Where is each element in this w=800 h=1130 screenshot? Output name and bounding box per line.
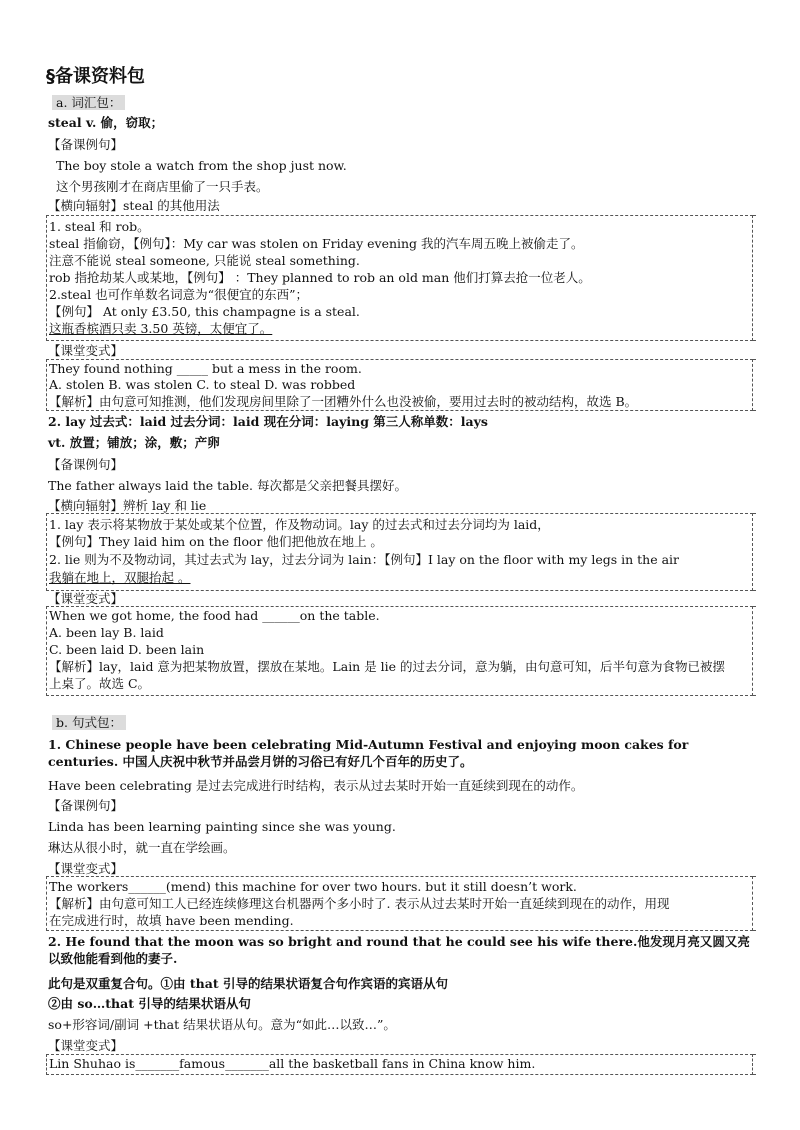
practice-line: Lin Shuhao is_______famous_______all the basketball fans in China know him. [49, 1056, 536, 1071]
lay-practice-tag: 【课堂变式】 [48, 591, 124, 606]
sentence-1-example-zh: 琳达从很小时，就一直在学绘画。 [48, 840, 236, 855]
steal-example-zh: 这个男孩刚才在商店里偷了一只手表。 [56, 179, 269, 194]
lay-lie-box [46, 513, 753, 591]
lay-practice-box [46, 606, 753, 696]
practice-line: 【解析】由句意可知推测，他们发现房间里除了一团糟外什么也没被偷，要用过去时的被动结构，故选 B。 [49, 394, 638, 409]
sentence-2-point-2: ②由 so…that 引导的结果状语从句 [48, 996, 251, 1011]
practice-line: 上桌了。故选 C。 [49, 676, 151, 691]
steal-usage-box [46, 215, 753, 341]
practice-line: A. stolen B. was stolen C. to steal D. was robbed [49, 377, 356, 392]
lay-example-tag: 【备课例句】 [48, 457, 124, 472]
sentence-2-practice-tag: 【课堂变式】 [48, 1038, 124, 1053]
steal-example-en: The boy stole a watch from the shop just now. [56, 158, 347, 173]
box-line: 1. steal 和 rob。 [49, 219, 150, 234]
steal-radiation-tag: 【横向辐射】steal 的其他用法 [48, 198, 220, 213]
lay-radiation-tag: 【横向辐射】辨析 lay 和 lie [48, 498, 207, 513]
practice-line: 【解析】由句意可知工人已经连续修理这台机器两个多小时了. 表示从过去某时开始一直延续到现在的动作，用现 [49, 896, 670, 911]
sentence-1-practice-tag: 【课堂变式】 [48, 861, 124, 876]
lay-headword: 2. lay 过去式：laid 过去分词：laid 现在分词：laying 第三人称单数：lays [48, 414, 488, 429]
box-line: 【例句】 At only £3.50, this champagne is a steal. [49, 304, 360, 319]
box-line: 注意不能说 steal someone, 只能说 steal something. [49, 253, 360, 268]
steal-headword: steal v. 偷，窃取； [48, 115, 164, 130]
sentence-2-point-1: 此句是双重复合句。①由 that 引导的结果状语复合句作宾语的宾语从句 [48, 976, 448, 991]
lay-meaning: vt. 放置；铺放；涂，敷；产卵 [48, 435, 220, 450]
sentence-2-practice-box [46, 1054, 753, 1075]
practice-line: C. been laid D. been lain [49, 642, 205, 657]
box-line: 【例句】They laid him on the floor 他们把他放在地上 。 [49, 534, 383, 549]
sentence-1-example-en: Linda has been learning painting since she was young. [48, 819, 396, 834]
sentence-1-practice-box [46, 876, 753, 931]
box-line: 这瓶香槟酒只卖 3.50 英镑，太便宜了。 [49, 321, 273, 336]
sentence-1: 1. Chinese people have been celebrating Mid-Autumn Festival and enjoying moon cakes for centuries. 中国人庆祝中秋节并品尝月饼的习俗已有好几个百年的历史了。 [48, 737, 689, 769]
box-line: rob 指抢劫某人或某地，【例句】 ：They planned to rob an old man 他们打算去抢一位老人。 [49, 270, 591, 285]
page-title: §备课资料包 [46, 66, 145, 87]
practice-line: The workers______(mend) this machine for over two hours. but it still doesn’t work. [49, 879, 577, 894]
sentence-2: 2. He found that the moon was so bright and round that he could see his wife there.他发现月亮又圆又亮以致他能看到他的妻子. [48, 934, 750, 966]
sentence-1-note: Have been celebrating 是过去完成进行时结构，表示从过去某时开始一直延续到现在的动作。 [48, 778, 584, 793]
sentence-2-note: so+形容词/副词 +that 结果状语从句。意为“如此…以致…”。 [48, 1017, 396, 1032]
vocab-section-tag: a. 词汇包： [52, 95, 125, 111]
lay-example: The father always laid the table. 每次都是父亲把餐具摆好。 [48, 478, 407, 493]
steal-practice-tag: 【课堂变式】 [48, 343, 124, 358]
box-line: 2. lie 则为不及物动词，其过去式为 lay，过去分词为 lain：【例句】I lay on the floor with my legs in the air [49, 552, 680, 567]
box-line: 我躺在地上，双腿抬起 。 [49, 570, 191, 585]
box-line: 1. lay 表示将某物放于某处或某个位置，作及物动词。lay 的过去式和过去分词均为 laid， [49, 517, 550, 532]
practice-line: A. been lay B. laid [49, 625, 164, 640]
practice-line: 在完成进行时，故填 have been mending. [49, 913, 294, 928]
sentence-1-example-tag: 【备课例句】 [48, 798, 124, 813]
box-line: 2.steal 也可作单数名词意为“很便宜的东西”； [49, 287, 308, 302]
sentence-section-tag: b. 句式包： [52, 715, 126, 731]
steal-example-tag: 【备课例句】 [48, 137, 124, 152]
practice-line: They found nothing _____ but a mess in the room. [49, 361, 362, 376]
steal-practice-box [46, 359, 753, 411]
practice-line: When we got home, the food had ______on the table. [49, 608, 380, 623]
practice-line: 【解析】lay，laid 意为把某物放置，摆放在某地。Lain 是 lie 的过去分词，意为躺，由句意可知，后半句意为食物已被摆 [49, 659, 726, 674]
box-line: steal 指偷窃，【例句】：My car was stolen on Friday evening 我的汽车周五晚上被偷走了。 [49, 236, 584, 251]
